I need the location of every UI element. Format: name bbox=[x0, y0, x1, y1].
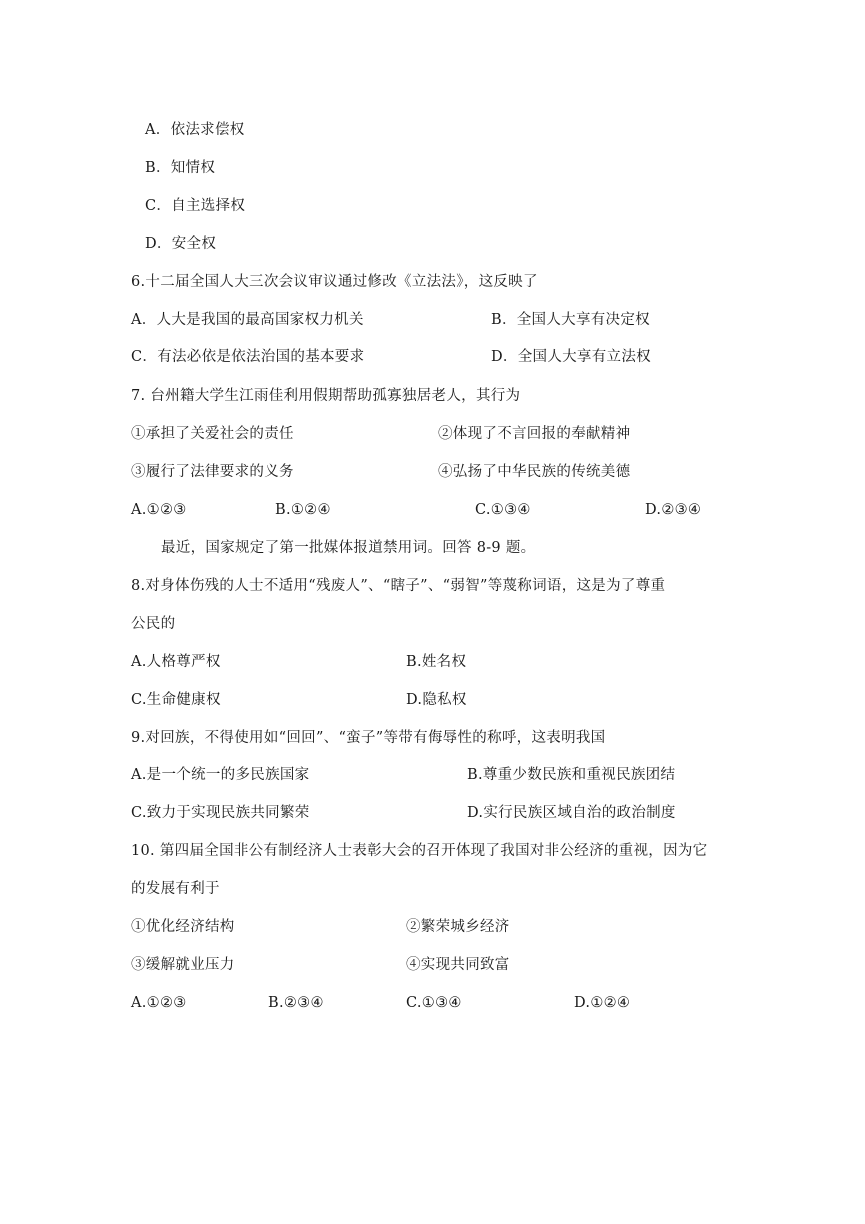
q8-stem-line1: 8.对身体伤残的人士不适用“残废人”、“瞎子”、“弱智”等蔑称词语，这是为了尊重 bbox=[131, 578, 666, 594]
q7-statement-3: ③履行了法律要求的义务 bbox=[131, 464, 294, 480]
q9-option-a: A.是一个统一的多民族国家 bbox=[131, 767, 310, 783]
q8-stem-line2: 公民的 bbox=[131, 616, 176, 632]
q10-statement-3: ③缓解就业压力 bbox=[131, 957, 235, 973]
q10-stem-line1: 10. 第四届全国非公有制经济人士表彰大会的召开体现了我国对非公经济的重视，因为它 bbox=[131, 843, 708, 859]
q9-option-c: C.致力于实现民族共同繁荣 bbox=[131, 805, 310, 821]
q7-statement-1: ①承担了关爱社会的责任 bbox=[131, 426, 294, 442]
q7-option-c: C.①③④ bbox=[475, 502, 531, 518]
q7-option-d: D.②③④ bbox=[645, 502, 702, 518]
q7-option-a: A.①②③ bbox=[131, 502, 187, 518]
q5-option-d: D．安全权 bbox=[145, 236, 217, 252]
q5-option-b: B．知情权 bbox=[145, 160, 216, 176]
q10-statement-2: ②繁荣城乡经济 bbox=[406, 919, 510, 935]
intro-q8-q9: 最近，国家规定了第一批媒体报道禁用词。回答 8-9 题。 bbox=[161, 540, 536, 556]
q8-option-c: C.生命健康权 bbox=[131, 692, 221, 708]
q6-option-a: A．人大是我国的最高国家权力机关 bbox=[131, 312, 364, 328]
q5-option-c: C．自主选择权 bbox=[145, 198, 246, 214]
q10-statement-4: ④实现共同致富 bbox=[406, 957, 510, 973]
q9-option-d: D.实行民族区域自治的政治制度 bbox=[467, 805, 676, 821]
q9-stem: 9.对回族，不得使用如“回回”、“蛮子”等带有侮辱性的称呼，这表明我国 bbox=[131, 730, 606, 746]
q6-stem: 6.十二届全国人大三次会议审议通过修改《立法法》，这反映了 bbox=[131, 274, 538, 290]
q5-option-a: A．依法求偿权 bbox=[145, 122, 245, 138]
q10-statement-1: ①优化经济结构 bbox=[131, 919, 235, 935]
q8-option-a: A.人格尊严权 bbox=[131, 654, 221, 670]
q6-option-b: B．全国人大享有决定权 bbox=[491, 312, 650, 328]
q7-statement-4: ④弘扬了中华民族的传统美德 bbox=[438, 464, 631, 480]
q8-option-b: B.姓名权 bbox=[406, 654, 467, 670]
q10-stem-line2: 的发展有利于 bbox=[131, 881, 220, 897]
q10-option-c: C.①③④ bbox=[406, 995, 462, 1011]
q8-option-d: D.隐私权 bbox=[406, 692, 467, 708]
q10-option-a: A.①②③ bbox=[131, 995, 187, 1011]
q6-option-d: D．全国人大享有立法权 bbox=[491, 349, 651, 365]
q7-option-b: B.①②④ bbox=[275, 502, 331, 518]
q7-statement-2: ②体现了不言回报的奉献精神 bbox=[438, 426, 631, 442]
q6-option-c: C．有法必依是依法治国的基本要求 bbox=[131, 349, 365, 365]
q9-option-b: B.尊重少数民族和重视民族团结 bbox=[467, 767, 676, 783]
q10-option-d: D.①②④ bbox=[574, 995, 631, 1011]
q7-stem: 7. 台州籍大学生江雨佳利用假期帮助孤寡独居老人，其行为 bbox=[131, 388, 521, 404]
q10-option-b: B.②③④ bbox=[268, 995, 324, 1011]
